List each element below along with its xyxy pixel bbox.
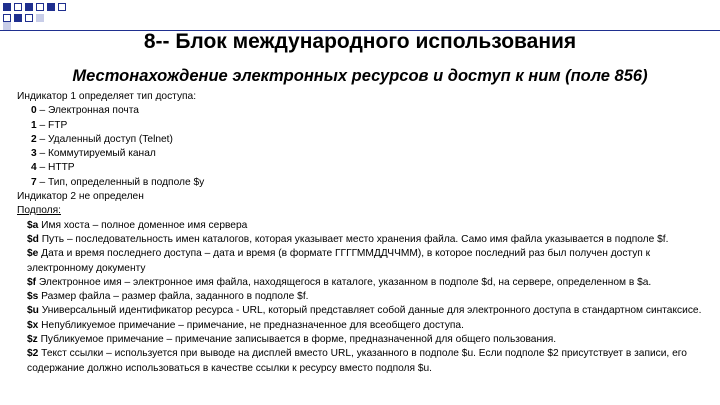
indicator1-item — [17, 119, 707, 133]
indicator1-item — [17, 176, 707, 190]
subfield-item — [17, 233, 707, 247]
slide-subtitle: Местонахождение электронных ресурсов и доступ к ним (поле 856) — [72, 67, 648, 85]
subfield-text: Имя хоста – полное доменное имя сервера — [38, 219, 248, 231]
square-decoration — [58, 3, 66, 11]
indicator1-item — [17, 104, 707, 118]
indicator1-item — [17, 133, 707, 147]
item-text: – HTTP — [36, 162, 75, 174]
item-code: 0 — [31, 105, 37, 117]
slide-body — [17, 90, 707, 376]
item-text: – Коммутируемый канал — [36, 148, 156, 160]
square-decoration — [47, 3, 55, 11]
indicator1-item — [17, 161, 707, 175]
subfield-item — [17, 247, 707, 276]
subfield-code: $u — [27, 305, 39, 317]
subfield-text: Электронное имя – электронное имя файла, находящегося в каталоге, указанном в подполе $d, на сервере, определенном в $a. — [36, 276, 652, 288]
subfield-text: Путь – последовательность имен каталогов, которая указывает место хранения файла. Само имя файла указывается в подполе $f. — [38, 233, 669, 245]
subfield-item — [17, 347, 707, 376]
square-decoration — [3, 3, 11, 11]
square-decoration — [25, 3, 33, 11]
subfield-item — [17, 219, 707, 233]
square-decoration — [3, 22, 11, 30]
subfield-text: Размер файла – размер файла, заданного в подполе $f. — [38, 291, 309, 303]
square-decoration — [25, 14, 33, 22]
subfield-code: $z — [27, 334, 38, 346]
item-code: 2 — [31, 133, 37, 145]
subfield-code: $x — [27, 319, 39, 331]
item-text: – FTP — [36, 119, 68, 131]
item-code: 7 — [31, 176, 37, 188]
decorative-squares — [0, 0, 80, 30]
square-decoration — [36, 3, 44, 11]
subfield-code: $d — [27, 233, 39, 245]
item-code: 3 — [31, 148, 37, 160]
subfield-text: Текст ссылки – используется при выводе на дисплей вместо URL, указанного в подполе $u. Если подполе $2 присутствует в записи, его содержание должно использоваться в качестве ссылки к ресурсу вместо подполя $u. — [27, 348, 687, 374]
subfield-item — [17, 304, 707, 318]
subfield-item — [17, 276, 707, 290]
indicator1-heading: Индикатор 1 определяет тип доступа: — [17, 91, 197, 102]
subfield-item — [17, 333, 707, 347]
subfield-text: Непубликуемое примечание – примечание, не предназначенное для всеобщего доступа. — [38, 319, 464, 331]
item-text: – Удаленный доступ (Telnet) — [36, 133, 173, 145]
subfield-code: $f — [27, 276, 37, 288]
subfield-code: $e — [27, 248, 39, 260]
item-code: 4 — [31, 162, 37, 174]
square-decoration — [3, 14, 11, 22]
square-decoration — [14, 14, 22, 22]
item-text: – Тип, определенный в подполе $y — [36, 176, 205, 188]
subfield-item — [17, 319, 707, 333]
indicator2-text: Индикатор 2 не определен — [17, 191, 144, 203]
item-text: – Электронная почта — [36, 105, 139, 117]
subfield-text: Универсальный идентификатор ресурса - URL, который представляет собой данные для электронного доступа в стандартном синтаксисе. — [38, 305, 702, 317]
subfields-heading: Подполя: — [17, 205, 61, 217]
subfield-item — [17, 290, 707, 304]
item-code: 1 — [31, 119, 37, 131]
subfield-code: $2 — [27, 348, 39, 360]
square-decoration — [36, 14, 44, 22]
subfield-code: $s — [27, 291, 39, 303]
subfield-code: $a — [27, 219, 39, 231]
square-decoration — [14, 3, 22, 11]
indicator1-item — [17, 147, 707, 161]
subfield-text: Публикуемое примечание – примечание записывается в форме, предназначенной для общего пользования. — [37, 334, 557, 346]
slide-title: 8-- Блок международного использования — [143, 30, 577, 53]
subfield-text: Дата и время последнего доступа – дата и время (в формате ГГГГММДДЧЧММ), в которое последний раз был получен доступ к электронному документу — [27, 248, 651, 274]
